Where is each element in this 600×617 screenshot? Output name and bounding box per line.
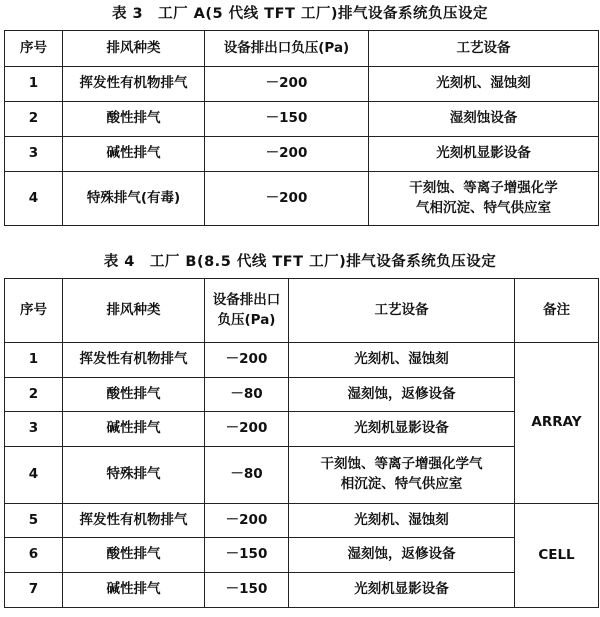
cell-equipment: 光刻机显影设备 <box>289 412 515 447</box>
cell-exhaust-type: 特殊排气 <box>63 447 205 504</box>
header-pressure: 设备排出口负压(Pa) <box>205 31 369 67</box>
table-row <box>5 412 599 447</box>
cell-exhaust-type: 碱性排气 <box>63 573 205 608</box>
header-exhaust-type: 排风种类 <box>63 31 205 67</box>
cell-exhaust-type: 特殊排气(有毒) <box>63 172 205 226</box>
cell-no: 1 <box>5 343 63 378</box>
table3-header-row <box>5 31 599 67</box>
table-row <box>5 102 599 137</box>
cell-exhaust-type: 酸性排气 <box>63 102 205 137</box>
header-no: 序号 <box>5 31 63 67</box>
cell-equipment: 光刻机显影设备 <box>369 137 599 172</box>
header-pressure-line: 设备排出口 <box>212 291 281 308</box>
equipment-line: 相沉淀、特气供应室 <box>340 476 463 492</box>
cell-exhaust-type: 碱性排气 <box>63 412 205 447</box>
cell-no: 7 <box>5 573 63 608</box>
cell-pressure: －80 <box>205 378 289 412</box>
cell-no: 1 <box>5 67 63 102</box>
header-no: 序号 <box>5 279 63 343</box>
cell-no: 2 <box>5 378 63 412</box>
cell-equipment: 光刻机、湿蚀刻 <box>289 343 515 378</box>
cell-exhaust-type: 碱性排气 <box>63 137 205 172</box>
header-equipment: 工艺设备 <box>289 279 515 343</box>
cell-exhaust-type: 挥发性有机物排气 <box>63 504 205 538</box>
cell-no: 4 <box>5 172 63 226</box>
table-row <box>5 67 599 102</box>
header-equipment: 工艺设备 <box>369 31 599 67</box>
table-row <box>5 447 599 504</box>
table3 <box>4 30 599 226</box>
table-row <box>5 504 599 538</box>
cell-equipment: 湿刻蚀，返修设备 <box>289 538 515 573</box>
cell-equipment <box>369 172 599 226</box>
equipment-line: 干刻蚀、等离子增强化学 <box>409 179 558 196</box>
cell-pressure: －200 <box>205 412 289 447</box>
cell-pressure: －150 <box>205 573 289 608</box>
cell-equipment: 光刻机、湿蚀刻 <box>289 504 515 538</box>
cell-equipment: 湿刻蚀，返修设备 <box>289 378 515 412</box>
cell-no: 5 <box>5 504 63 538</box>
cell-exhaust-type: 酸性排气 <box>63 538 205 573</box>
cell-no: 6 <box>5 538 63 573</box>
cell-pressure: －80 <box>205 447 289 504</box>
table4-header-row <box>5 279 599 343</box>
table-row <box>5 172 599 226</box>
table3-caption: 表 3 工厂 A(5 代线 TFT 工厂)排气设备系统负压设定 <box>111 6 489 22</box>
cell-no: 3 <box>5 137 63 172</box>
cell-equipment: 光刻机显影设备 <box>289 573 515 608</box>
cell-no: 4 <box>5 447 63 504</box>
cell-remark-array: ARRAY <box>515 343 599 504</box>
header-pressure <box>205 279 289 343</box>
table4 <box>4 278 599 608</box>
table-row <box>5 343 599 378</box>
table-row <box>5 538 599 573</box>
table-row <box>5 378 599 412</box>
cell-no: 2 <box>5 102 63 137</box>
header-remark: 备注 <box>515 279 599 343</box>
cell-equipment: 光刻机、湿蚀刻 <box>369 67 599 102</box>
cell-pressure: －150 <box>205 102 369 137</box>
table-row <box>5 573 599 608</box>
cell-no: 3 <box>5 412 63 447</box>
cell-equipment: 湿刻蚀设备 <box>369 102 599 137</box>
cell-pressure: －200 <box>205 504 289 538</box>
equipment-line: 干刻蚀、等离子增强化学气 <box>320 456 483 473</box>
cell-remark-cell: CELL <box>515 504 599 608</box>
header-pressure-line: 负压(Pa) <box>217 311 276 328</box>
cell-equipment <box>289 447 515 504</box>
cell-pressure: －150 <box>205 538 289 573</box>
equipment-line: 气相沉淀、特气供应室 <box>416 199 551 216</box>
cell-pressure: －200 <box>205 343 289 378</box>
table-row <box>5 137 599 172</box>
cell-exhaust-type: 酸性排气 <box>63 378 205 412</box>
cell-exhaust-type: 挥发性有机物排气 <box>63 67 205 102</box>
cell-pressure: －200 <box>205 137 369 172</box>
table4-caption: 表 4 工厂 B(8.5 代线 TFT 工厂)排气设备系统负压设定 <box>103 254 497 270</box>
cell-pressure: －200 <box>205 67 369 102</box>
header-exhaust-type: 排风种类 <box>63 279 205 343</box>
cell-pressure: －200 <box>205 172 369 226</box>
cell-exhaust-type: 挥发性有机物排气 <box>63 343 205 378</box>
